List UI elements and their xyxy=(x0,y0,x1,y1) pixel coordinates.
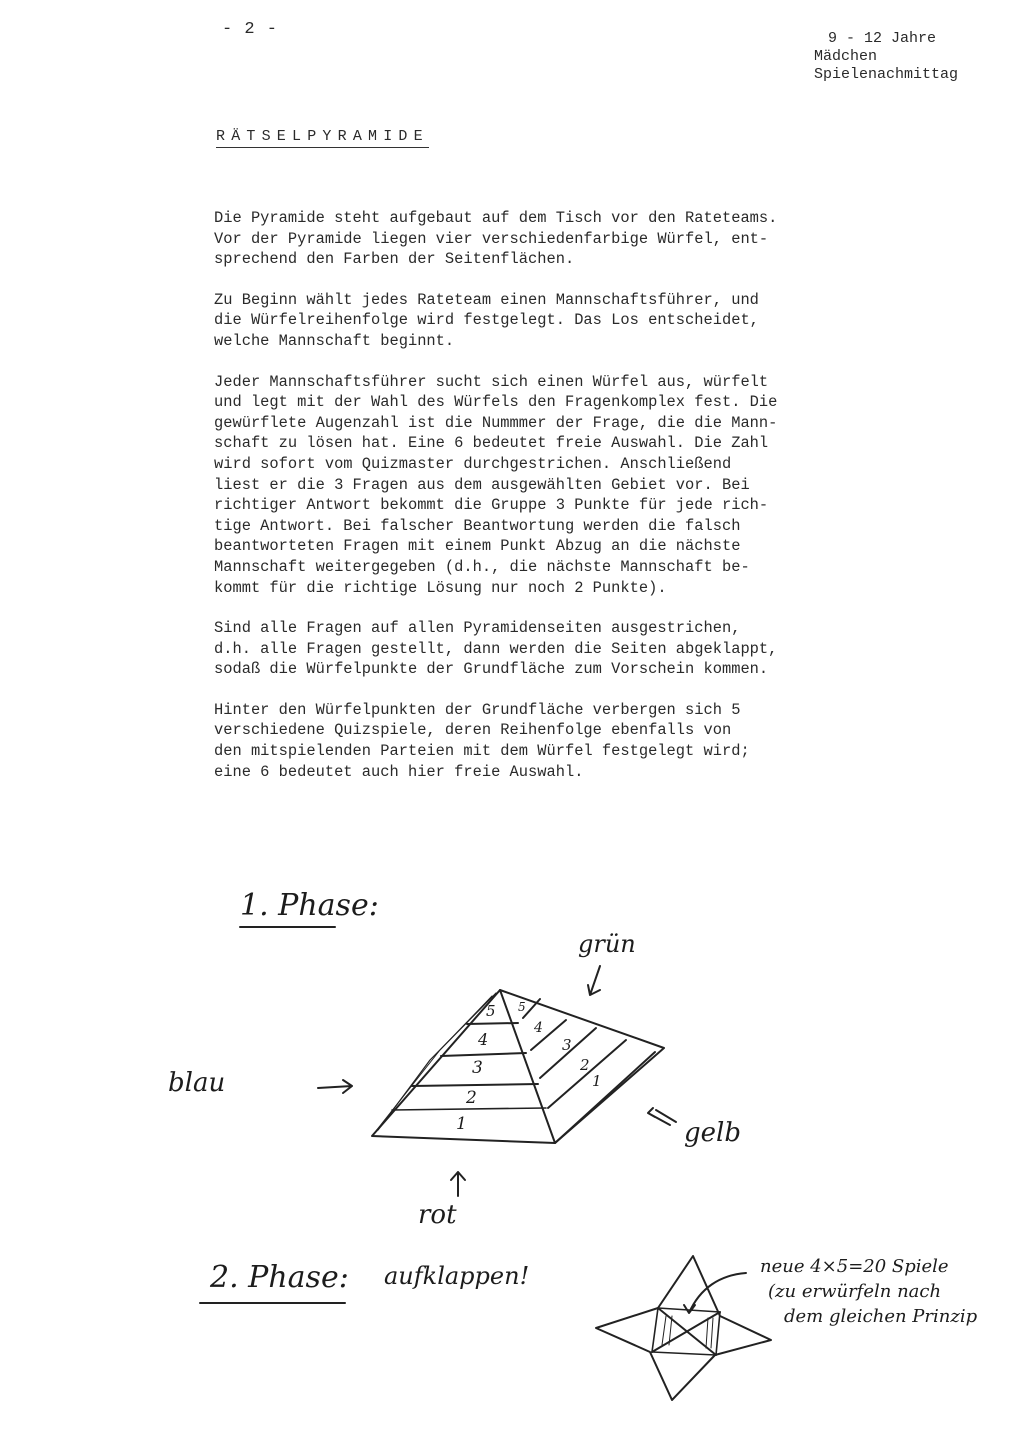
paragraph-rules: Jeder Mannschaftsführer sucht sich einen Würfel aus, würfelt und legt mit der Wahl des Würfels den Fragenkomplex fest. Die gewürflete Augenzahl ist die Nummmer der Frage, die die Mann- schaft zu lösen hat. Eine 6 bedeutet freie Auswahl. Die Zahl wird sofort vom Quizmaster durchgestrichen. Anschließend liest er die 3 Fragen aus dem ausgewählten Gebiet vor. Bei richtiger Antwort bekommt die Gruppe 3 Punkte für jede rich- tige Antwort. Bei falscher Beantwortung werden die falsch beantworteten Fragen mit einem Punkt Abzug an die nächste Mannschaft weitergegeben (d.h., die nächste Mannschaft be- kommt für die richtige Lösung nur noch 2 Punkte). xyxy=(214,372,778,597)
note-line-1: neue 4×5=20 Spiele xyxy=(760,1256,949,1277)
arrow-gelb-icon xyxy=(648,1108,676,1125)
label-gruen: grün xyxy=(578,930,636,958)
paragraph-setup: Die Pyramide steht aufgebaut auf dem Tisch vor den Rateteams. Vor der Pyramide liegen vier verschiedenfarbige Würfel, ent- sprechend den Farben der Seitenflächen. xyxy=(214,209,778,269)
arrow-rot-icon xyxy=(451,1172,465,1196)
label-blau: blau xyxy=(168,1068,226,1098)
side-number-1: 1 xyxy=(592,1072,602,1090)
age-range: 9 - 12 Jahre xyxy=(828,30,937,47)
event-type: Spielenachmittag xyxy=(814,66,959,83)
paragraph-quizgames: Hinter den Würfelpunkten der Grundfläche verbergen sich 5 verschiedene Quizspiele, deren Reihenfolge ebenfalls von den mitspielenden Parteien mit dem Würfel festgelegt wird; eine 6 bedeutet auch hier freie Auswahl. xyxy=(214,700,750,781)
unfolded-pyramid xyxy=(596,1256,771,1400)
phase2-note xyxy=(760,1254,977,1329)
note-line-3: dem gleichen Prinzip xyxy=(784,1306,978,1327)
paragraph-start: Zu Beginn wählt jedes Rateteam einen Mannschaftsführer, und die Würfelreihenfolge wird festgelegt. Das Los entscheidet, welche Mannschaft beginnt. xyxy=(214,290,759,350)
side-number-3: 3 xyxy=(562,1036,572,1054)
phase2-heading: 2. Phase: xyxy=(210,1260,349,1295)
arrow-blau-icon xyxy=(318,1080,352,1093)
document-title: RÄTSELPYRAMIDE xyxy=(216,128,429,148)
label-aufklappen: aufklappen! xyxy=(384,1262,530,1290)
label-gelb: gelb xyxy=(684,1118,741,1148)
arrow-gruen-icon xyxy=(588,966,600,995)
front-number-4: 4 xyxy=(478,1030,489,1049)
front-number-1: 1 xyxy=(456,1114,467,1134)
paragraph-fold: Sind alle Fragen auf allen Pyramidenseiten ausgestrichen, d.h. alle Fragen gestellt, dann werden die Seiten abgeklappt, sodaß die Würfelpunkte der Grundfläche zum Vorschein kommen. xyxy=(214,619,778,679)
side-number-4: 4 xyxy=(534,1020,543,1036)
label-rot: rot xyxy=(418,1200,457,1230)
side-number-5: 5 xyxy=(518,1000,526,1014)
page-number: - 2 - xyxy=(222,20,279,39)
front-number-3: 3 xyxy=(472,1058,483,1078)
phase1-heading: 1. Phase: xyxy=(240,888,379,923)
audience: Mädchen xyxy=(814,48,878,65)
pyramid-phase1 xyxy=(318,966,676,1196)
front-number-5: 5 xyxy=(486,1002,496,1020)
note-line-2: (zu erwürfeln nach xyxy=(768,1281,942,1302)
side-number-2: 2 xyxy=(580,1056,590,1074)
front-number-2: 2 xyxy=(466,1088,477,1108)
